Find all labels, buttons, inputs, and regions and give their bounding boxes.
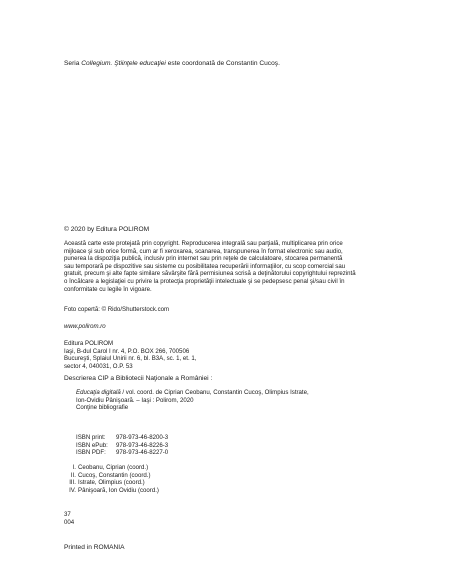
rights-line: sau temporară pe dispozitive sau sisteme cu posibilitatea recuperării informaţiilor, cu scop comercial sau [64,262,346,270]
rights-line: Această carte este protejată prin copyright. Reproducerea integrală sau parţială, multiplicarea prin orice [64,240,343,247]
isbn-row: ISBN print: 978-973-46-8200-3 [76,434,169,441]
publisher-name: Editura POLIROM [64,340,114,347]
rights-line: conformitate cu legile în vigoare. [64,285,152,293]
series-note: Seria Collegium. Ştiinţele educaţiei este coordonată de Constantin Cucoş. [64,60,280,67]
series-name: Collegium. Ştiinţele educaţiei [81,60,166,67]
rights-line: mijloace şi sub orice formă, cum ar fi xeroxarea, scanarea, transpunerea în format electronic sau audio, [64,247,343,255]
cip-description: Educaţia digitală / vol. coord. de Ciprian Ceobanu, Constantin Cucoş, Olimpius Istrate, Ion-Ovidiu Pânişoară. – Iaşi : Polirom, 2020 Conţine bibliografie [76,389,376,412]
index-entries [62,464,392,494]
classification-code: 004 [64,518,75,526]
isbn-row: ISBN ePub: 978-973-46-8226-3 [76,441,169,449]
isbn-row: ISBN PDF: 978-973-46-8227-0 [76,449,169,457]
cip-heading: Descrierea CIP a Bibliotecii Naţionale a României : [64,375,213,382]
cover-photo-credit: Foto copertă: © Rido/Shutterstock.com [64,306,170,313]
rights-notice [64,240,394,293]
isbn-list [76,434,406,457]
copyright-line: © 2020 by Editura POLIROM [64,226,150,233]
rights-line: gratuit, precum şi alte fapte similare săvârşite fără permisiunea scrisă a deţinătorului copyrightului reprezintă [64,270,356,278]
printed-in: Printed in ROMANIA [64,544,125,551]
address-line: Iaşi, B-dul Carol I nr. 4, P.O. BOX 266, 700506 [64,347,190,355]
publisher-address [64,340,394,370]
index-entry: III. Istrate, Olimpius (coord.) [69,479,145,487]
rights-line: punerea la dispoziţia publică, inclusiv prin internet sau prin reţele de calculatoare, stocarea permanentă [64,255,343,263]
classification-codes [64,511,394,526]
bibliography-note: Conţine bibliografie [76,404,129,412]
index-entry: II. Cucoş, Constantin (coord.) [70,471,151,479]
publisher-website: www.polirom.ro [64,323,106,330]
address-line: Bucureşti, Splaiul Unirii nr. 6, bl. B3A, sc. 1, et. 1, [64,355,197,363]
index-entry: IV. Pânişoară, Ion Ovidiu (coord.) [69,486,159,494]
classification-code: 37 [64,511,71,518]
index-entry: I. Ceobanu, Ciprian (coord.) [72,464,149,471]
rights-line: o încălcare a legislaţiei cu privire la protecţia proprietăţii intelectuale şi se pedepsesc penal şi/sau civil în [64,277,345,285]
address-line: sector 4, 040031, O.P. 53 [64,362,133,370]
book-title: Educaţia digitală [76,389,121,396]
